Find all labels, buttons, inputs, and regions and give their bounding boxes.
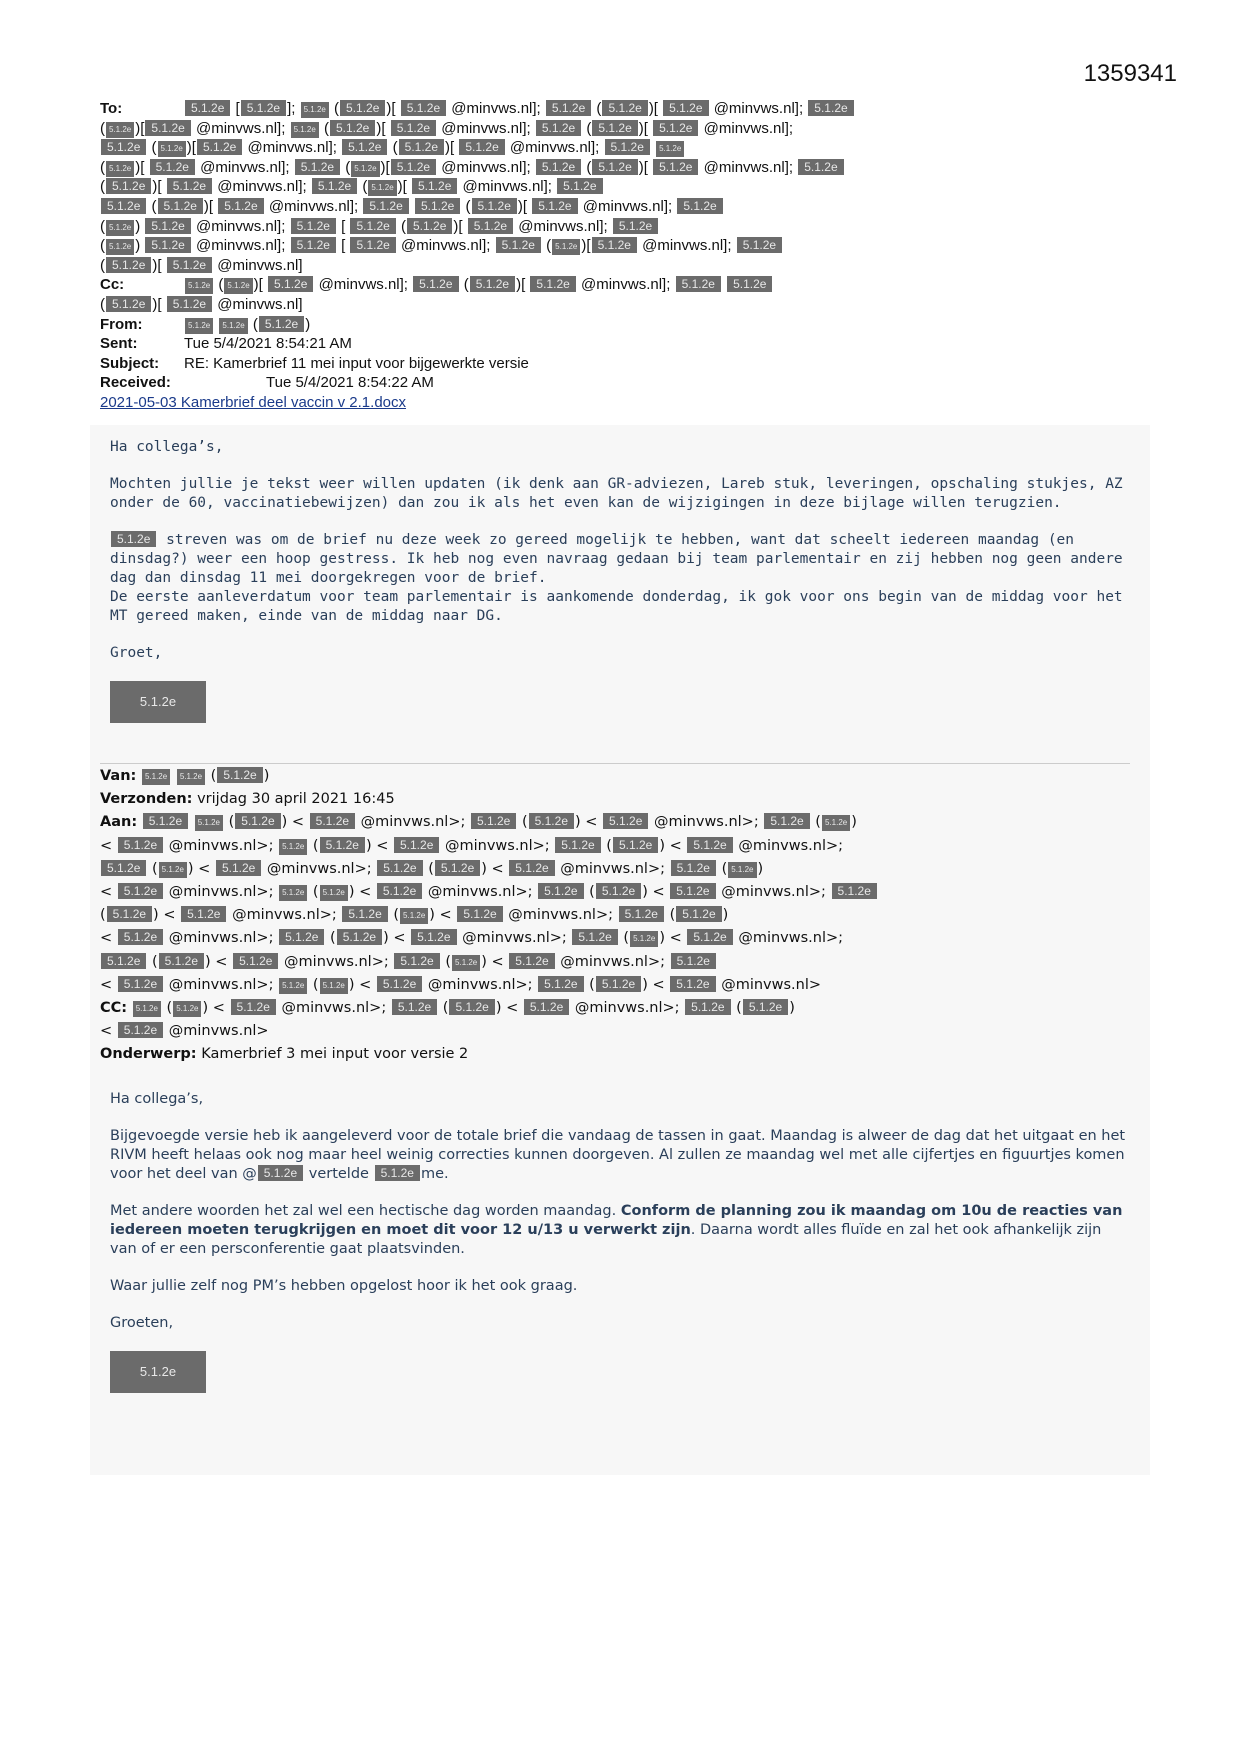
cc-old-label: CC:: [100, 1000, 128, 1017]
redaction: 5.1.2e: [301, 102, 329, 118]
redaction: 5.1.2e: [350, 237, 395, 253]
redaction: 5.1.2e: [106, 257, 151, 273]
message-2-greeting: Ha collega’s,: [110, 1091, 204, 1107]
redaction: 5.1.2e: [106, 220, 134, 236]
redaction: 5.1.2e: [737, 237, 782, 253]
attachment-line: [100, 393, 1140, 413]
message-divider: [100, 763, 1130, 764]
email-domain: @minvws.nl];: [580, 276, 671, 294]
redaction: 5.1.2e: [400, 908, 428, 924]
redaction: 5.1.2e: [496, 237, 541, 253]
redaction: 5.1.2e: [676, 906, 721, 922]
redaction: 5.1.2e: [663, 100, 708, 116]
redaction: 5.1.2e: [572, 929, 617, 945]
email-domain: @minvws.nl>;: [560, 953, 665, 970]
redaction: 5.1.2e: [676, 276, 721, 292]
redaction: 5.1.2e: [411, 929, 456, 945]
redaction: 5.1.2e: [546, 100, 591, 116]
email-domain: @minvws.nl>;: [462, 930, 567, 947]
aan-line: 5.1.2e ( 5.1.2e ) < 5.1.2e @minvws.nl>; 5.1.2e ( 5.1.2e ) < 5.1.2e @minvws.nl>; 5.1.2e: [100, 951, 1140, 974]
redaction: 5.1.2e: [602, 100, 647, 116]
verzonden-label: Verzonden:: [100, 791, 193, 808]
redaction: 5.1.2e: [509, 953, 554, 969]
redaction: 5.1.2e: [177, 769, 205, 785]
message-2-para-2: [110, 1202, 1130, 1259]
email-domain: @minvws.nl>;: [444, 837, 550, 854]
redaction: 5.1.2e: [743, 999, 788, 1015]
redaction: 5.1.2e: [106, 296, 151, 312]
redaction: 5.1.2e: [106, 122, 134, 138]
redaction: 5.1.2e: [670, 883, 715, 899]
forwarded-header: [100, 765, 1140, 1067]
email-domain: @minvws.nl>;: [168, 837, 274, 854]
message-2-para-1: [110, 1127, 1130, 1184]
redaction: 5.1.2e: [552, 239, 580, 255]
redaction: 5.1.2e: [295, 159, 340, 175]
redaction: 5.1.2e: [532, 198, 577, 214]
redaction: 5.1.2e: [613, 837, 658, 853]
redaction: 5.1.2e: [449, 999, 494, 1015]
email-domain: @minvws.nl]: [217, 295, 303, 313]
redaction: 5.1.2e: [822, 815, 850, 831]
redaction: 5.1.2e: [342, 139, 387, 155]
email-header: [100, 99, 1140, 413]
sent-line: [100, 334, 1140, 354]
redaction: 5.1.2e: [351, 161, 379, 177]
redaction: 5.1.2e: [118, 976, 163, 992]
redaction: 5.1.2e: [106, 161, 134, 177]
cc-label: Cc:: [100, 276, 125, 294]
redaction: 5.1.2e: [342, 906, 387, 922]
redaction: 5.1.2e: [538, 976, 583, 992]
message-2-closing: Groeten,: [110, 1315, 174, 1331]
redaction: 5.1.2e: [133, 1001, 161, 1017]
email-domain: @minvws.nl];: [441, 119, 531, 137]
cc-old-line: CC: 5.1.2e ( 5.1.2e ) < 5.1.2e @minvws.nl>; 5.1.2e ( 5.1.2e ) < 5.1.2e @minvws.nl>; 5.1.2e ( 5.1.2e ): [100, 997, 1140, 1020]
aan-line: ( 5.1.2e ) < 5.1.2e @minvws.nl>; 5.1.2e ( 5.1.2e ) < 5.1.2e @minvws.nl>; 5.1.2e ( 5.1.2e ): [100, 907, 729, 924]
email-domain: @minvws.nl>;: [738, 837, 844, 854]
redaction: 5.1.2e: [630, 931, 658, 947]
redaction: 5.1.2e: [330, 120, 375, 136]
redaction: 5.1.2e: [118, 883, 163, 899]
message-2-para-3: Waar jullie zelf nog PM’s hebben opgelost hoor ik het ook graag.: [110, 1278, 578, 1294]
redaction: 5.1.2e: [412, 178, 457, 194]
redaction: 5.1.2e: [555, 837, 600, 853]
email-domain: @minvws.nl];: [195, 119, 286, 137]
to-label: To:: [100, 100, 123, 117]
redaction: 5.1.2e: [279, 885, 307, 901]
subject-label: Subject:: [100, 354, 160, 372]
redaction: 5.1.2e: [653, 159, 698, 175]
redaction: 5.1.2e: [687, 929, 732, 945]
redaction: 5.1.2e: [185, 278, 213, 294]
redaction: 5.1.2e: [145, 218, 190, 234]
redaction: 5.1.2e: [727, 276, 772, 292]
sent-value: Tue 5/4/2021 8:54:21 AM: [184, 335, 352, 353]
onderwerp-label: Onderwerp:: [100, 1046, 197, 1063]
redaction: 5.1.2e: [413, 276, 458, 292]
email-domain: @minvws.nl>;: [168, 884, 274, 901]
redaction: 5.1.2e: [312, 178, 357, 194]
redaction: 5.1.2e: [279, 978, 307, 994]
redaction: 5.1.2e: [687, 837, 732, 853]
redaction: 5.1.2e: [392, 999, 437, 1015]
cc-old-line: < 5.1.2e @minvws.nl>: [100, 1023, 269, 1040]
message-1: [110, 438, 1130, 723]
redaction: 5.1.2e: [197, 139, 242, 155]
redaction: 5.1.2e: [158, 198, 203, 214]
redaction: 5.1.2e: [671, 860, 716, 876]
email-domain: @minvws.nl];: [451, 100, 541, 117]
attachment-link[interactable]: 2021-05-03 Kamerbrief deel vaccin v 2.1.docx: [100, 393, 407, 411]
email-domain: @minvws.nl];: [318, 276, 408, 294]
email-domain: @minvws.nl>;: [654, 814, 759, 831]
message-1-para-1: Mochten jullie je tekst weer willen updaten (ik denk aan GR-adviezen, Lareb stuk, leveringen, opschaling stukjes, AZ onder de 60, vaccinatiebewijzen) dan zou ik als het even kan de wijzigingen in deze bijlage willen terugzien.: [110, 476, 1123, 511]
to-line: ( 5.1.2e )[ 5.1.2e @minvws.nl]; 5.1.2e ( 5.1.2e )[ 5.1.2e @minvws.nl]; 5.1.2e ( 5.1.2e )[ 5.1.2e @minvws.nl];: [100, 119, 794, 137]
message-1-para-2: [110, 531, 1130, 626]
redaction: 5.1.2e: [259, 316, 304, 332]
email-domain: @minvws.nl>;: [284, 953, 389, 970]
redaction: 5.1.2e: [832, 883, 877, 899]
message-2-para-1-a: Bijgevoegde versie heb ik aangeleverd voor de totale brief die vandaag de tassen in gaat. Maandag is alweer de dag dat het uitgaat en het RIVM heeft helaas ook nog maar heel weinig correcties kunnen doorgeven. Al zullen ze maandag wel met alle cijfertjes en figuurtjes komen voor het deel van @: [110, 1128, 1126, 1182]
redaction: 5.1.2e: [101, 953, 146, 969]
redaction: 5.1.2e: [399, 139, 444, 155]
redaction: 5.1.2e: [118, 929, 163, 945]
redaction: 5.1.2e: [656, 141, 684, 157]
redaction: 5.1.2e: [241, 100, 286, 116]
aan-line: 5.1.2e ( 5.1.2e ) < 5.1.2e @minvws.nl>; 5.1.2e ( 5.1.2e ) < 5.1.2e @minvws.nl>; 5.1.2e ( 5.1.2e ): [100, 858, 1140, 881]
redaction: 5.1.2e: [557, 178, 602, 194]
email-domain: @minvws.nl];: [401, 237, 491, 255]
redaction: 5.1.2e: [159, 953, 204, 969]
redaction: 5.1.2e: [407, 218, 452, 234]
redaction: 5.1.2e: [195, 815, 223, 831]
redaction: 5.1.2e: [101, 198, 146, 214]
redaction: 5.1.2e: [320, 837, 365, 853]
email-domain: @minvws.nl]: [217, 256, 303, 274]
email-domain: @minvws.nl>;: [508, 907, 613, 924]
aan-line: Aan: 5.1.2e 5.1.2e ( 5.1.2e ) < 5.1.2e @minvws.nl>; 5.1.2e ( 5.1.2e ) < 5.1.2e @minvws.nl>; 5.1.2e ( 5.1.2e ): [100, 811, 1140, 834]
redaction: 5.1.2e: [653, 120, 698, 136]
redaction: 5.1.2e: [415, 198, 460, 214]
email-domain: @minvws.nl>;: [560, 860, 665, 877]
redaction: 5.1.2e: [310, 813, 355, 829]
message-2-para-1-c: me.: [420, 1166, 449, 1182]
redaction: 5.1.2e: [452, 955, 480, 971]
redaction: 5.1.2e: [509, 860, 554, 876]
email-domain: @minvws.nl];: [518, 217, 608, 235]
redaction: 5.1.2e: [459, 139, 504, 155]
to-line: 5.1.2e ( 5.1.2e )[ 5.1.2e @minvws.nl]; 5.1.2e 5.1.2e ( 5.1.2e )[ 5.1.2e @minvws.nl]; 5.1.2e: [100, 197, 1140, 217]
aan-line: < 5.1.2e @minvws.nl>; 5.1.2e ( 5.1.2e ) < 5.1.2e @minvws.nl>; 5.1.2e ( 5.1.2e ) < 5.1.2e @minvws.nl>: [100, 976, 822, 993]
to-line: To: 5.1.2e [ 5.1.2e ]; 5.1.2e ( 5.1.2e )[ 5.1.2e @minvws.nl]; 5.1.2e ( 5.1.2e )[ 5.1.2e @minvws.nl]; 5.1.2e: [100, 99, 1140, 119]
email-domain: @minvws.nl];: [713, 100, 804, 117]
redaction: 5.1.2e: [142, 769, 170, 785]
redaction: 5.1.2e: [536, 120, 581, 136]
redaction: 5.1.2e: [613, 218, 658, 234]
redaction: 5.1.2e: [337, 929, 382, 945]
email-domain: @minvws.nl>;: [168, 976, 274, 993]
redaction: 5.1.2e: [363, 198, 408, 214]
to-line: ( 5.1.2e )[ 5.1.2e @minvws.nl]: [100, 256, 303, 274]
message-1-para-2-text: streven was om de brief nu deze week zo gereed mogelijk te hebben, want dat scheelt iedereen maandag (en dinsdag?) weer een hoop gestress. Ik heb nog even navraag gedaan bij team parlementair en zij hebben nog geen andere dag dan dinsdag 11 mei doorgekregen voor de brief.: [110, 532, 1123, 586]
redaction: 5.1.2e: [101, 860, 146, 876]
redaction: 5.1.2e: [279, 929, 324, 945]
redaction: 5.1.2e: [217, 767, 262, 783]
received-value: Tue 5/4/2021 8:54:22 AM: [266, 374, 434, 392]
received-label: Received:: [100, 374, 171, 392]
redaction: 5.1.2e: [538, 883, 583, 899]
sent-label: Sent:: [100, 335, 138, 353]
redaction: 5.1.2e: [216, 860, 261, 876]
redaction: 5.1.2e: [185, 100, 230, 116]
redaction: 5.1.2e: [181, 906, 226, 922]
cc-line: ( 5.1.2e )[ 5.1.2e @minvws.nl]: [100, 295, 303, 313]
redaction: 5.1.2e: [218, 198, 263, 214]
subject-value: RE: Kamerbrief 11 mei input voor bijgewerkte versie: [184, 354, 529, 372]
redaction: 5.1.2e: [377, 860, 422, 876]
redaction: 5.1.2e: [677, 198, 722, 214]
signature-redaction: 5.1.2e: [110, 1351, 206, 1393]
to-line: 5.1.2e ( 5.1.2e )[ 5.1.2e @minvws.nl]; 5.1.2e ( 5.1.2e )[ 5.1.2e @minvws.nl]; 5.1.2e 5.1.2e: [100, 138, 1140, 158]
redaction: 5.1.2e: [340, 100, 385, 116]
email-domain: @minvws.nl>: [721, 976, 822, 993]
onderwerp-line: [100, 1043, 1140, 1066]
email-domain: @minvws.nl>;: [738, 930, 844, 947]
redaction: 5.1.2e: [368, 180, 396, 196]
redaction: 5.1.2e: [596, 976, 641, 992]
redaction: 5.1.2e: [468, 218, 513, 234]
redaction: 5.1.2e: [101, 139, 146, 155]
email-domain: @minvws.nl>;: [427, 976, 533, 993]
to-line: ( 5.1.2e ) 5.1.2e @minvws.nl]; 5.1.2e [ 5.1.2e @minvws.nl]; 5.1.2e ( 5.1.2e )[ 5.1.2e @minvws.nl]; 5.1.2e: [100, 236, 1140, 256]
aan-line: < 5.1.2e @minvws.nl>; 5.1.2e ( 5.1.2e ) < 5.1.2e @minvws.nl>; 5.1.2e ( 5.1.2e ) < 5.1.2e @minvws.nl>;: [100, 837, 844, 854]
redaction: 5.1.2e: [619, 906, 664, 922]
aan-label: Aan:: [100, 814, 138, 831]
redaction: 5.1.2e: [233, 953, 278, 969]
redaction: 5.1.2e: [603, 813, 648, 829]
redaction: 5.1.2e: [671, 953, 716, 969]
redaction: 5.1.2e: [224, 278, 252, 294]
redaction: 5.1.2e: [111, 531, 156, 547]
redaction: 5.1.2e: [291, 122, 319, 138]
message-1-closing: Groet,: [110, 645, 163, 661]
message-1-para-3: De eerste aanleverdatum voor team parlementair is aankomende donderdag, ik gok voor ons begin van de middag voor het MT gereed maken, einde van de middag naar DG.: [110, 589, 1123, 624]
redaction: 5.1.2e: [728, 862, 756, 878]
to-line: ( 5.1.2e )[ 5.1.2e @minvws.nl]; 5.1.2e ( 5.1.2e )[ 5.1.2e @minvws.nl]; 5.1.2e ( 5.1.2e )[ 5.1.2e @minvws.nl]; 5.1.2e: [100, 158, 1140, 178]
email-domain: @minvws.nl];: [582, 197, 673, 215]
redaction: 5.1.2e: [401, 100, 446, 116]
redaction: 5.1.2e: [159, 862, 187, 878]
email-domain: @minvws.nl];: [195, 237, 286, 255]
redaction: 5.1.2e: [524, 999, 569, 1015]
subject-line: [100, 354, 1140, 374]
redaction: 5.1.2e: [291, 218, 336, 234]
redaction: 5.1.2e: [391, 120, 436, 136]
redaction: 5.1.2e: [150, 159, 195, 175]
redaction: 5.1.2e: [377, 883, 422, 899]
redaction: 5.1.2e: [394, 837, 439, 853]
redaction: 5.1.2e: [173, 1001, 201, 1017]
email-domain: @minvws.nl>;: [574, 1000, 680, 1017]
redaction: 5.1.2e: [536, 159, 581, 175]
redaction: 5.1.2e: [167, 296, 212, 312]
redaction: 5.1.2e: [808, 100, 853, 116]
email-domain: @minvws.nl];: [200, 158, 290, 176]
verzonden-line: [100, 788, 1140, 811]
email-domain: @minvws.nl];: [195, 217, 286, 235]
redaction: 5.1.2e: [145, 120, 190, 136]
redaction: 5.1.2e: [472, 198, 517, 214]
from-label: From:: [100, 315, 143, 333]
redaction: 5.1.2e: [375, 1165, 420, 1181]
redaction: 5.1.2e: [219, 318, 247, 334]
redaction: 5.1.2e: [167, 178, 212, 194]
aan-line: < 5.1.2e @minvws.nl>; 5.1.2e ( 5.1.2e ) < 5.1.2e @minvws.nl>; 5.1.2e ( 5.1.2e ) < 5.1.2e @minvws.nl>; 5.1.2e: [100, 881, 1140, 904]
redaction: 5.1.2e: [143, 813, 188, 829]
redaction: 5.1.2e: [350, 218, 395, 234]
email-domain: @minvws.nl>;: [360, 814, 466, 831]
onderwerp-value: Kamerbrief 3 mei input voor versie 2: [201, 1046, 469, 1063]
cc-line: Cc: 5.1.2e ( 5.1.2e )[ 5.1.2e @minvws.nl]; 5.1.2e ( 5.1.2e )[ 5.1.2e @minvws.nl]; 5.1.2e 5.1.2e: [100, 275, 1140, 295]
verzonden-value: vrijdag 30 april 2021 16:45: [197, 791, 395, 808]
redaction: 5.1.2e: [185, 318, 213, 334]
redaction: 5.1.2e: [530, 276, 575, 292]
email-domain: @minvws.nl>;: [266, 860, 372, 877]
redaction: 5.1.2e: [320, 978, 348, 994]
email-domain: @minvws.nl];: [441, 158, 531, 176]
signature-redaction: 5.1.2e: [110, 681, 206, 723]
redaction: 5.1.2e: [592, 237, 637, 253]
email-domain: @minvws.nl];: [703, 158, 794, 176]
redaction: 5.1.2e: [670, 976, 715, 992]
message-2-para-2-a: Met andere woorden het zal wel een hectische dag worden maandag.: [110, 1203, 617, 1219]
redaction: 5.1.2e: [235, 813, 280, 829]
email-domain: @minvws.nl];: [703, 119, 794, 137]
redaction: 5.1.2e: [291, 237, 336, 253]
redaction: 5.1.2e: [798, 159, 843, 175]
email-domain: @minvws.nl>;: [427, 884, 533, 901]
to-line: ( 5.1.2e )[ 5.1.2e @minvws.nl]; 5.1.2e ( 5.1.2e )[ 5.1.2e @minvws.nl]; 5.1.2e: [100, 177, 1140, 197]
redaction: 5.1.2e: [471, 813, 516, 829]
email-domain: @minvws.nl];: [462, 178, 552, 196]
redaction: 5.1.2e: [592, 120, 637, 136]
redaction: 5.1.2e: [106, 239, 134, 255]
redaction: 5.1.2e: [435, 860, 480, 876]
message-2-para-1-b: vertelde: [308, 1166, 369, 1182]
email-domain: @minvws.nl>;: [232, 907, 337, 924]
email-domain: @minvws.nl];: [642, 237, 732, 255]
email-domain: @minvws.nl>: [168, 1023, 269, 1040]
redaction: 5.1.2e: [377, 976, 422, 992]
redaction: 5.1.2e: [158, 141, 186, 157]
message-1-greeting: Ha collega’s,: [110, 439, 224, 455]
redaction: 5.1.2e: [231, 999, 276, 1015]
redaction: 5.1.2e: [167, 257, 212, 273]
van-label: Van:: [100, 768, 137, 784]
redaction: 5.1.2e: [118, 1022, 163, 1038]
email-domain: @minvws.nl>;: [168, 930, 274, 947]
redaction: 5.1.2e: [320, 885, 348, 901]
redaction: 5.1.2e: [268, 276, 313, 292]
redaction: 5.1.2e: [596, 883, 641, 899]
redaction: 5.1.2e: [391, 159, 436, 175]
message-2: [110, 1090, 1130, 1393]
redaction: 5.1.2e: [258, 1165, 303, 1181]
redaction: 5.1.2e: [605, 139, 650, 155]
email-domain: @minvws.nl>;: [721, 884, 826, 901]
document-number: 1359341: [1083, 60, 1177, 87]
email-domain: @minvws.nl];: [509, 139, 600, 157]
from-line: From: 5.1.2e 5.1.2e ( 5.1.2e ): [100, 315, 311, 333]
email-domain: @minvws.nl>;: [281, 1000, 387, 1017]
redaction: 5.1.2e: [764, 813, 809, 829]
redaction: 5.1.2e: [106, 178, 151, 194]
redaction: 5.1.2e: [592, 159, 637, 175]
redaction: 5.1.2e: [470, 276, 515, 292]
redaction: 5.1.2e: [685, 999, 730, 1015]
van-line: Van: 5.1.2e 5.1.2e ( 5.1.2e ): [100, 765, 1140, 788]
message-2-para-2-b: . Daarna wordt alles fluïde en zal het ook afhankelijk zijn van of er een persconferentie gaat plaatsvinden.: [110, 1222, 1102, 1257]
redaction: 5.1.2e: [457, 906, 502, 922]
redaction: 5.1.2e: [118, 837, 163, 853]
redaction: 5.1.2e: [145, 237, 190, 253]
email-domain: @minvws.nl];: [247, 139, 337, 157]
redaction: 5.1.2e: [107, 906, 152, 922]
email-domain: @minvws.nl];: [268, 197, 359, 215]
redaction: 5.1.2e: [279, 839, 307, 855]
email-domain: @minvws.nl];: [217, 178, 307, 196]
to-line: ( 5.1.2e ) 5.1.2e @minvws.nl]; 5.1.2e [ 5.1.2e ( 5.1.2e )[ 5.1.2e @minvws.nl]; 5.1.2e: [100, 217, 1140, 237]
redaction: 5.1.2e: [529, 813, 574, 829]
received-line: [100, 373, 1140, 393]
message-2-para-2-bold: Conform de planning zou ik maandag om 10u de reacties van iedereen moeten terugkrijgen en moet dit voor 12 u/13 u verwerkt zijn: [110, 1203, 1123, 1238]
redaction: 5.1.2e: [394, 953, 439, 969]
aan-line: < 5.1.2e @minvws.nl>; 5.1.2e ( 5.1.2e ) < 5.1.2e @minvws.nl>; 5.1.2e ( 5.1.2e ) < 5.1.2e @minvws.nl>;: [100, 930, 844, 947]
